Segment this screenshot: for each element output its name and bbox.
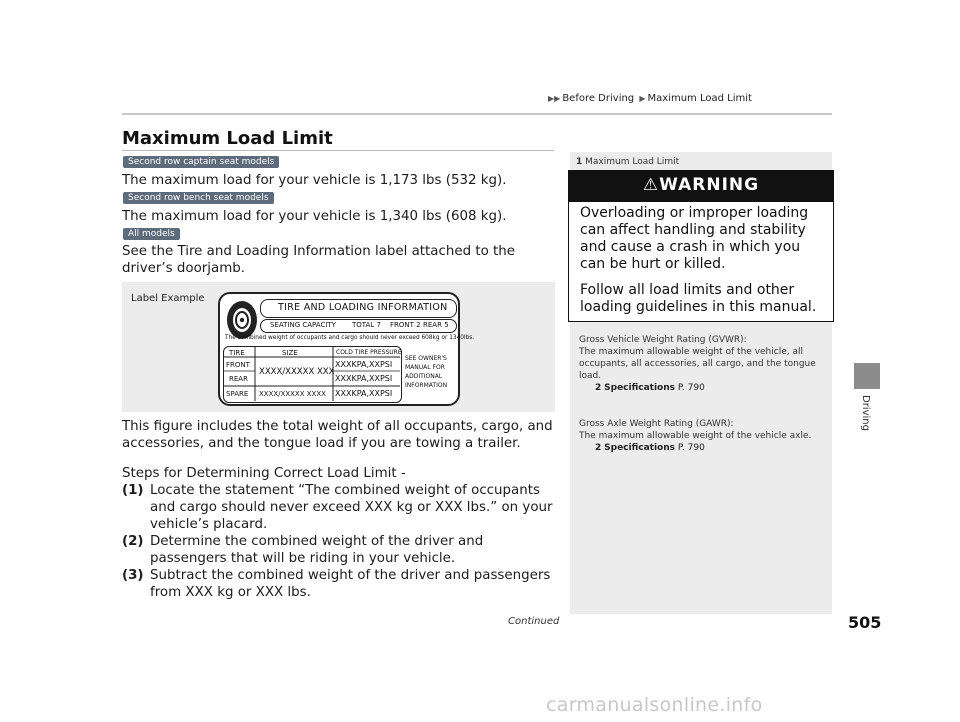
col-tire: TIRE <box>229 349 245 357</box>
warning-title: ⚠WARNING <box>642 175 760 195</box>
gvwr-link[interactable]: 2 Specifications P. 790 <box>595 383 705 393</box>
gawr-title: Gross Axle Weight Rating (GAWR): <box>579 419 734 429</box>
sidebar-heading: 1 Maximum Load Limit <box>576 157 680 167</box>
step-number: (1) <box>122 483 144 498</box>
steps-list <box>122 482 558 601</box>
link-arrow-icon: 2 <box>595 443 602 453</box>
continued-label: Continued <box>508 616 560 627</box>
step-item <box>122 482 558 533</box>
row-front: FRONT <box>226 361 250 369</box>
size-spare: XXXX/XXXXX XXXX <box>259 390 326 398</box>
header-divider <box>122 113 832 115</box>
gawr-link[interactable]: 2 Specifications P. 790 <box>595 443 705 453</box>
rear-seats-label: REAR 5 <box>423 321 449 329</box>
note-marker-icon: 1 <box>576 157 583 167</box>
col-pressure: COLD TIRE PRESSURE <box>336 349 402 356</box>
gvwr-title: Gross Vehicle Weight Rating (GVWR): <box>579 335 747 345</box>
watermark: carmanualsonline.info <box>546 694 763 716</box>
breadcrumb-item[interactable]: Before Driving <box>562 93 635 104</box>
tag-captain-seat: Second row captain seat models <box>123 156 279 168</box>
pressure-front: XXXKPA,XXPSI <box>335 360 393 369</box>
row-rear: REAR <box>229 375 248 383</box>
step-item <box>122 567 558 601</box>
combined-weight-statement: The combined weight of occupants and cargo should never exceed 608kg or 1340lbs. <box>225 335 475 341</box>
gawr-note <box>579 418 817 454</box>
step-text: Subtract the combined weight of the driver and passengers from XXX kg or XXX lbs. <box>150 568 551 600</box>
bench-load-text: The maximum load for your vehicle is 1,340 lbs (608 kg). <box>122 209 507 224</box>
size-main: XXXX/XXXXX XXX <box>259 367 335 377</box>
total-label: TOTAL 7 <box>352 321 381 329</box>
steps-heading: Steps for Determining Correct Load Limit - <box>122 466 406 481</box>
link-arrow-icon: 2 <box>595 383 602 393</box>
seating-capacity-label: SEATING CAPACITY <box>270 321 336 329</box>
captain-load-text: The maximum load for your vehicle is 1,173 lbs (532 kg). <box>122 173 507 188</box>
see-manual-note: SEE OWNER'S MANUAL FOR ADDITIONAL INFORMATION <box>405 355 448 389</box>
all-models-text: See the Tire and Loading Information label attached to the driver’s doorjamb. <box>122 244 516 276</box>
chapter-tab-marker <box>854 363 880 389</box>
breadcrumb-item[interactable]: Maximum Load Limit <box>647 93 752 104</box>
figure-description-text: This figure includes the total weight of all occupants, cargo, and accessories, and the tongue load if you are towing a trailer. <box>122 419 553 451</box>
title-divider <box>122 150 554 151</box>
step-item <box>122 533 558 567</box>
chapter-tab-label[interactable]: Driving <box>860 395 871 431</box>
warning-text: Overloading or improper loading can affect handling and stability and cause a crash in which you can be hurt or killed. Follow all load limits and other loading guidelines in this manual. <box>580 205 817 315</box>
breadcrumb-arrow-icon: ▶ <box>639 94 646 103</box>
gvwr-note <box>579 334 817 394</box>
row-spare: SPARE <box>226 390 249 398</box>
tire-loading-label <box>218 292 475 406</box>
gvwr-text: The maximum allowable weight of the vehicle, all occupants, all accessories, all cargo, and the tongue load. <box>579 347 816 381</box>
front-seats-label: FRONT 2 <box>390 321 421 329</box>
step-number: (2) <box>122 534 144 549</box>
tag-all-models: All models <box>123 228 180 240</box>
pressure-rear: XXXKPA,XXPSI <box>335 374 393 383</box>
step-text: Determine the combined weight of the driver and passengers that will be riding in your vehicle. <box>150 534 484 566</box>
label-title: TIRE AND LOADING INFORMATION <box>278 302 448 313</box>
breadcrumb-arrow-icon: ▶▶ <box>548 94 561 103</box>
step-number: (3) <box>122 568 144 583</box>
label-example-caption: Label Example <box>131 293 205 304</box>
breadcrumb <box>546 93 836 104</box>
step-text: Locate the statement “The combined weight of occupants and cargo should never exceed XXX kg or XXX lbs.” on your vehicle’s placard. <box>150 483 553 532</box>
pressure-spare: XXXKPA,XXPSI <box>335 389 393 398</box>
warning-triangle-icon: ⚠ <box>642 175 660 195</box>
col-size: SIZE <box>282 349 298 357</box>
gawr-text: The maximum allowable weight of the vehicle axle. <box>579 431 812 441</box>
tag-bench-seat: Second row bench seat models <box>123 192 274 204</box>
section-title: Maximum Load Limit <box>122 128 333 149</box>
page-number: 505 <box>848 613 882 632</box>
